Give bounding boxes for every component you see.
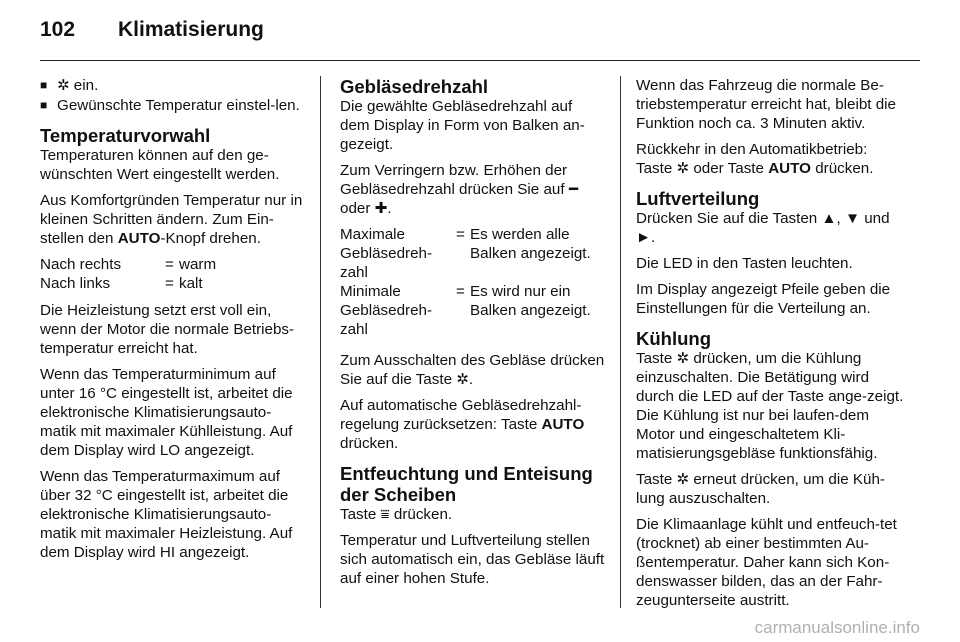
table-row xyxy=(40,255,305,274)
auto-label: AUTO xyxy=(541,416,585,433)
column-left xyxy=(40,76,305,569)
bullet-icon: ■ xyxy=(40,98,48,112)
paragraph: Temperaturen können auf den ge-wünschten Wert eingestellt werden. xyxy=(40,147,280,183)
table-eq: = xyxy=(165,256,174,273)
text-span: drücken. xyxy=(810,160,874,177)
paragraph: Die LED in den Tasten leuchten. xyxy=(636,255,853,272)
text-span: . xyxy=(387,200,392,217)
list-item xyxy=(40,76,305,95)
fan-icon: ✲ xyxy=(456,371,469,388)
text-span: , xyxy=(836,210,845,227)
table-key: Nach links xyxy=(40,275,111,292)
bullet-icon: ■ xyxy=(40,78,48,92)
text-span: . xyxy=(651,229,656,246)
paragraph: Temperatur und Luftverteilung stellen sich automatisch ein, das Gebläse läuft auf einer hohen Stufe. xyxy=(340,532,605,587)
table-row xyxy=(340,282,605,339)
fan-speed-table xyxy=(340,225,605,339)
fan-icon: ✲ xyxy=(676,350,690,367)
column-right xyxy=(636,76,904,617)
column-divider xyxy=(620,76,621,608)
fan-icon: ✲ xyxy=(676,471,690,488)
paragraph xyxy=(340,161,605,218)
paragraph: Wenn das Temperaturminimum auf unter 16 °C eingestellt ist, arbeitet die elektronische Klimatisierungsauto-matik mit maximaler Kühlleistung. Auf dem Display wird LO angezeigt. xyxy=(40,366,293,459)
paragraph xyxy=(636,470,904,508)
text-span: Drücken Sie auf die Tasten xyxy=(636,210,822,227)
arrow-right-icon: ► xyxy=(636,229,652,246)
heading-temperaturvorwahl: Temperaturvorwahl xyxy=(40,125,211,146)
text-span: und xyxy=(860,210,890,227)
text-span: oder Taste xyxy=(689,160,769,177)
plus-icon: ✚ xyxy=(374,200,388,217)
paragraph xyxy=(636,140,904,178)
table-row xyxy=(340,225,605,282)
paragraph: Die Heizleistung setzt erst voll ein, wenn der Motor die normale Betriebs-temperatur erreicht hat. xyxy=(40,302,295,357)
column-middle xyxy=(340,76,605,595)
text-span: Aus Komfortgründen Temperatur nur in kleinen Schritten ändern. Zum Ein-stellen den xyxy=(40,192,303,247)
table-eq: = xyxy=(165,275,174,292)
table-value: Es werden alle Balken angezeigt. xyxy=(470,226,591,262)
text-span: Zum Verringern bzw. Erhöhen der Gebläsedrehzahl drücken Sie auf xyxy=(340,162,569,198)
heading-kuehlung: Kühlung xyxy=(636,328,712,349)
text-span: . xyxy=(468,371,474,388)
header-divider xyxy=(40,60,920,61)
text-span: Taste xyxy=(636,471,677,488)
text-span: drücken. xyxy=(389,506,453,523)
text-span: oder xyxy=(340,200,375,217)
watermark: carmanualsonline.info xyxy=(754,618,920,637)
text-span: erneut drücken, um die Küh-lung auszuschalten. xyxy=(636,471,885,507)
paragraph xyxy=(340,505,605,524)
text-span: -Knopf drehen. xyxy=(160,230,261,247)
text-span: Rückkehr in den Automatikbetrieb: Taste xyxy=(636,141,868,177)
text-span: drücken. xyxy=(340,435,399,452)
table-key: Maximale Gebläsedreh-zahl xyxy=(340,226,433,281)
paragraph xyxy=(340,351,605,389)
fan-icon: ✲ xyxy=(676,160,690,177)
knob-direction-table xyxy=(40,255,305,293)
table-value: kalt xyxy=(179,275,203,292)
auto-label: AUTO xyxy=(768,160,811,177)
arrow-down-icon: ▼ xyxy=(844,210,860,227)
table-eq: = xyxy=(456,226,465,243)
column-divider xyxy=(320,76,321,608)
paragraph xyxy=(40,191,305,248)
table-key: Minimale Gebläsedreh-zahl xyxy=(340,283,433,338)
paragraph: Die Klimaanlage kühlt und entfeuch-tet (trocknet) ab einer bestimmten Au-ßentemperatur. Daher kann sich Kon-denswasser bilden, das an der Fahr-zeugunterseite austritt. xyxy=(636,516,897,609)
heading-entfeuchtung: Entfeuchtung und Enteisung der Scheiben xyxy=(340,463,593,505)
paragraph xyxy=(636,349,904,463)
paragraph: Wenn das Fahrzeug die normale Be-triebstemperatur erreicht hat, bleibt die Funktion noch ca. 3 Minuten aktiv. xyxy=(636,77,897,132)
list-item-text: ein. xyxy=(69,77,99,94)
page-header xyxy=(40,18,264,48)
auto-label: AUTO xyxy=(117,230,161,247)
table-row xyxy=(40,274,305,293)
chapter-title: Klimatisierung xyxy=(118,18,264,41)
defrost-icon: ⩸ xyxy=(380,506,390,523)
bullet-list xyxy=(40,76,305,115)
table-key: Nach rechts xyxy=(40,256,122,273)
text-span: Zum Ausschalten des Gebläse drücken Sie auf die Taste xyxy=(340,352,605,388)
paragraph xyxy=(340,396,605,453)
page-number: 102 xyxy=(40,18,76,41)
table-value: warm xyxy=(179,256,217,273)
paragraph: Im Display angezeigt Pfeile geben die Einstellungen für die Verteilung an. xyxy=(636,281,891,317)
minus-icon: ━ xyxy=(568,181,578,198)
list-item xyxy=(40,96,305,115)
paragraph: Die gewählte Gebläsedrehzahl auf dem Display in Form von Balken an-gezeigt. xyxy=(340,98,585,153)
arrow-up-icon: ▲ xyxy=(821,210,837,227)
list-item-text: Gewünschte Temperatur einstel-len. xyxy=(57,97,300,114)
paragraph: Wenn das Temperaturmaximum auf über 32 °C eingestellt ist, arbeitet die elektronische Klimatisierungsauto-matik mit maximaler Heizleistung. Auf dem Display wird HI angezeigt. xyxy=(40,468,293,561)
heading-luftverteilung: Luftverteilung xyxy=(636,188,760,209)
text-span: Taste xyxy=(636,350,677,367)
text-span: drücken, um die Kühlung einzuschalten. Die Betätigung wird durch die LED auf der Taste ange-zeigt. Die Kühlung ist nur bei laufen-dem Motor und eingeschaltetem Kli-matisierungsgebläse funktionsfähig. xyxy=(636,350,904,462)
table-eq: = xyxy=(456,283,465,300)
fan-icon: ✲ xyxy=(57,77,70,94)
text-span: Auf automatische Gebläsedrehzahl-regelung zurücksetzen: Taste xyxy=(340,397,582,433)
heading-geblaesedrehzahl: Gebläsedrehzahl xyxy=(340,76,489,97)
paragraph xyxy=(636,209,904,247)
text-span: Taste xyxy=(340,506,381,523)
table-value: Es wird nur ein Balken angezeigt. xyxy=(470,283,591,319)
